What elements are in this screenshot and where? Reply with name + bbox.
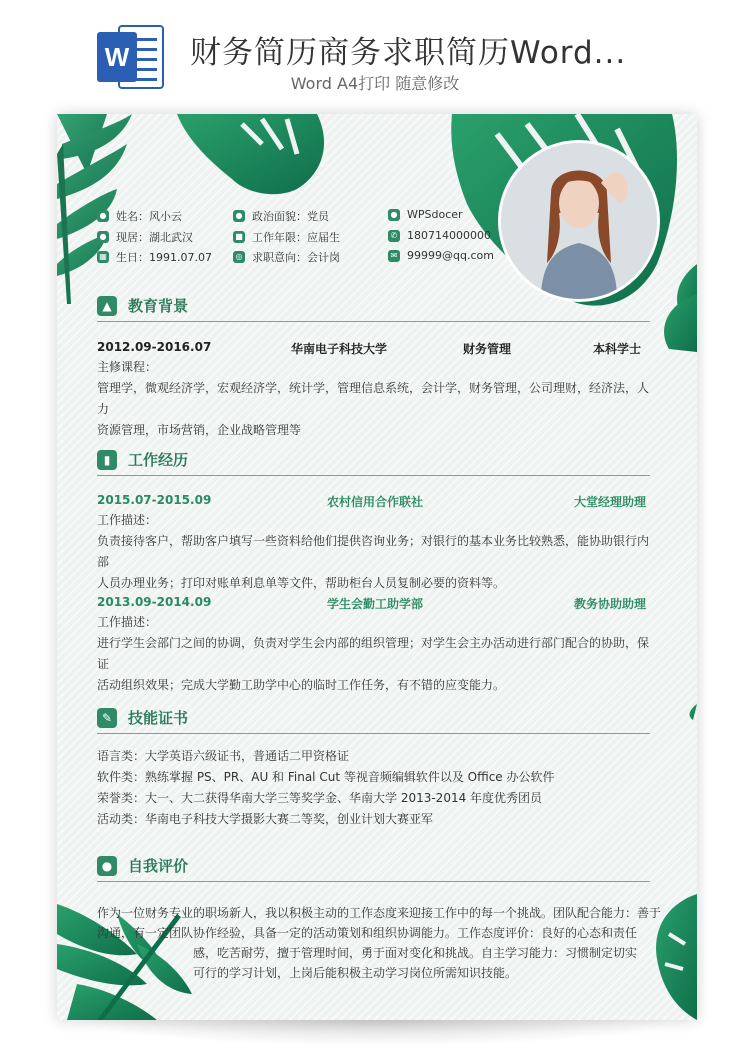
info-label: 生日： [116, 251, 149, 264]
badge-icon: ● [233, 210, 245, 222]
info-label: 现居： [116, 231, 149, 244]
info-name [97, 208, 182, 224]
skills-section-header [97, 706, 650, 734]
graduation-cap-icon: ▲ [97, 296, 117, 316]
info-value: 应届生 [307, 231, 340, 244]
self-evaluation-line: 作为一位财务专业的职场新人，我以积极主动的工作态度来迎接工作中的每一个挑战。团队配合能力：善于 [97, 906, 662, 920]
chart-icon: ▮ [97, 450, 117, 470]
education-section-header [97, 294, 650, 322]
education-degree: 本科学士 [593, 342, 642, 356]
info-years [233, 229, 340, 245]
info-value: 湖北武汉 [149, 231, 193, 244]
svg-text:W: W [104, 42, 130, 72]
job-row [97, 595, 650, 611]
info-value: 1991.07.07 [149, 250, 212, 264]
job-period: 2015.07-2015.09 [97, 493, 212, 507]
info-label: 姓名： [116, 210, 149, 223]
info-value: 风小云 [149, 210, 182, 223]
section-title: 工作经历 [128, 451, 189, 469]
briefcase-icon: ■ [233, 231, 245, 243]
courses-line: 资源管理，市场营销，企业战略管理等 [97, 423, 302, 437]
desc-line: 进行学生会部门之间的协调，负责对学生会内部的组织管理；对学生会主办活动进行部门配合的协助，保证 [97, 636, 650, 671]
desc-label: 工作描述： [97, 615, 158, 629]
skill-item: 软件类：熟练掌握 PS、PR、AU 和 Final Cut 等视音频编辑软件以及 Office 办公软件 [97, 770, 555, 784]
education-courses [97, 357, 653, 441]
info-email [388, 249, 494, 262]
info-wechat [388, 208, 463, 221]
skill-item: 语言类：大学英语六级证书，普通话二甲资格证 [97, 749, 350, 763]
job-role: 教务协助助理 [573, 597, 646, 611]
courses-line: 管理学，微观经济学，宏观经济学，统计学，管理信息系统，会计学，财务管理，公司理财，经济法，人力 [97, 381, 650, 416]
job-row [97, 493, 650, 509]
work-section-header [97, 448, 650, 476]
document-subtitle: Word A4打印 随意修改 [290, 74, 460, 93]
desc-line: 活动组织效果；完成大学勤工助学中心的临时工作任务，有不错的应变能力。 [97, 678, 506, 692]
job-description [97, 612, 653, 696]
job-description [97, 510, 653, 594]
section-title: 教育背景 [128, 297, 189, 315]
self-evaluation-line: 感，吃苦耐劳，擅于管理时间，勇于面对变化和挑战。自主学习能力：习惯制定切实 [193, 946, 638, 960]
header-bar [0, 0, 750, 110]
document-title: 财务简历商务求职简历Word... [190, 35, 627, 71]
skill-item: 荣誉类：大一、大二获得华南大学三等奖学金、华南大学 2013-2014 年度优秀团员 [97, 791, 543, 805]
self-evaluation-line: 可行的学习计划，上岗后能积极主动学习岗位所需知识技能。 [193, 966, 518, 980]
education-period: 2012.09-2016.07 [97, 340, 212, 354]
section-title: 技能证书 [128, 709, 189, 727]
person-icon: ● [97, 210, 109, 222]
chat-icon: ● [388, 209, 400, 221]
info-label: 政治面貌： [252, 210, 307, 223]
calendar-icon: ▦ [97, 251, 109, 263]
info-label: 求职意向： [252, 251, 307, 264]
profile-photo [498, 140, 660, 302]
info-intention [233, 249, 340, 265]
info-residence [97, 229, 193, 245]
courses-label: 主修课程： [97, 360, 158, 374]
desc-line: 人员办理业务；打印对账单利息单等文件，帮助柜台人员复制必要的资料等。 [97, 576, 506, 590]
skill-item: 活动类：华南电子科技大学摄影大赛二等奖，创业计划大赛亚军 [97, 812, 434, 826]
target-icon: ◎ [233, 251, 245, 263]
page-shadow [70, 1020, 684, 1046]
info-value: 180714000000 [407, 229, 491, 242]
skills-list [97, 746, 653, 830]
info-label: 工作年限： [252, 231, 307, 244]
education-row [97, 340, 650, 356]
user-icon: ● [97, 856, 117, 876]
portrait-image [501, 143, 657, 299]
location-icon: ● [97, 231, 109, 243]
job-period: 2013.09-2014.09 [97, 595, 212, 609]
phone-icon: ✆ [388, 230, 400, 242]
self-evaluation-section-header [97, 854, 650, 882]
resume-page [57, 114, 697, 1020]
section-title: 自我评价 [128, 857, 189, 875]
info-value: 99999@qq.com [407, 249, 494, 262]
info-phone [388, 229, 491, 242]
desc-line: 负责接待客户，帮助客户填写一些资料给他们提供咨询业务；对银行的基本业务比较熟悉，能协助银行内部 [97, 534, 650, 569]
self-evaluation-line: 沟通，有一定团队协作经验，具备一定的活动策划和组织协调能力。工作态度评价：良好的心态和责任 [97, 926, 638, 940]
tag-icon: ✎ [97, 708, 117, 728]
info-value: WPSdocer [407, 208, 463, 221]
info-birthday [97, 249, 212, 265]
mail-icon: ✉ [388, 250, 400, 262]
info-value: 会计岗 [307, 251, 340, 264]
education-major: 财务管理 [463, 342, 512, 356]
desc-label: 工作描述： [97, 513, 158, 527]
info-value: 党员 [307, 210, 329, 223]
job-org: 农村信用合作联社 [327, 495, 424, 509]
job-org: 学生会勤工助学部 [327, 597, 424, 611]
info-political [233, 208, 329, 224]
education-school: 华南电子科技大学 [291, 342, 388, 356]
job-role: 大堂经理助理 [573, 495, 646, 509]
